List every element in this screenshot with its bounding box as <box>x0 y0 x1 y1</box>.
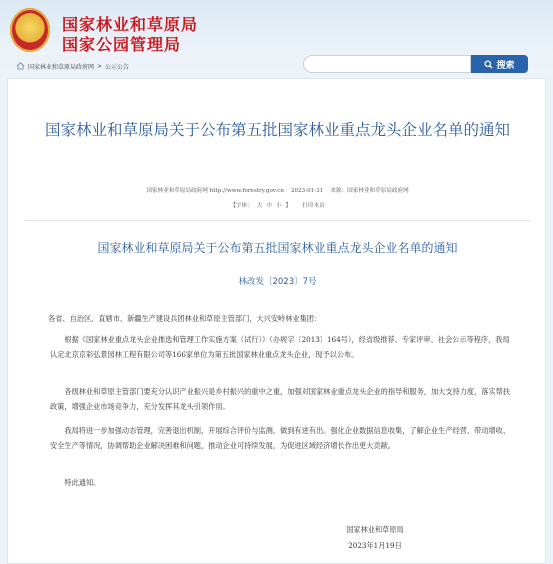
breadcrumb-current-link[interactable]: 公示公告 <box>105 63 130 71</box>
article-meta <box>8 186 547 194</box>
article-subtitle: 国家林业和草原局关于公布第五批国家林业重点龙头企业名单的通知 <box>97 241 458 255</box>
search-icon <box>484 60 493 69</box>
paragraph-4: 特此通知。 <box>64 478 101 487</box>
paragraph-3: 我局将进一步加强动态管理，完善退出机制，开展综合评价与监测，做到有进有出。强化企业数据信息收集，了解企业生产经营、带动增收、安全生产等情况，协调帮助企业解决困难和问题，推动企业可持续发展，为促进区域经济增长作出更大贡献。 <box>50 426 511 450</box>
font-size-close: 】 <box>285 203 292 209</box>
font-small-link[interactable]: 小 <box>275 203 282 209</box>
article-tools <box>8 201 547 209</box>
article-title: 国家林业和草原局关于公布第五批国家林业重点龙头企业名单的通知 <box>44 121 510 139</box>
meta-date: 2023-01-31 <box>290 188 324 194</box>
site-header <box>0 0 553 74</box>
breadcrumb-home-link[interactable]: 国家林业和草原局政府网 <box>28 63 95 71</box>
search-button-label: 搜索 <box>496 60 515 71</box>
home-icon[interactable] <box>16 62 25 70</box>
divider <box>24 220 531 221</box>
addressee: 各省、自治区、直辖市、新疆生产建设兵团林业和草原主管部门，大兴安岭林业集团： <box>48 314 322 323</box>
national-emblem-icon <box>10 8 50 52</box>
signer: 国家林业和草原局 <box>346 525 404 534</box>
font-medium-link[interactable]: 中 <box>266 203 272 209</box>
org-title-parks[interactable]: 国家公园管理局 <box>62 35 182 54</box>
org-title-forestry[interactable]: 国家林业和草原局 <box>62 15 199 34</box>
print-link[interactable]: 打印本页 <box>302 203 325 209</box>
font-size-label: 【字体： <box>230 203 253 209</box>
search-button[interactable] <box>471 55 528 73</box>
article-card <box>7 78 546 564</box>
sign-date: 2023年1月19日 <box>348 541 402 550</box>
breadcrumb-separator: > <box>97 62 103 70</box>
paragraph-2: 各级林业和草原主管部门要充分认识产业振兴是乡村振兴的重中之重，加强对国家林业重点龙头企业的指导和服务，加大支持力度，落实帮扶政策，增强企业市场竞争力，充分发挥其龙头引领作用。 <box>50 387 511 411</box>
paragraph-1: 根据《国家林业重点龙头企业推选和管理工作实施方案（试行）》（办规字〔2013〕164号），经省级推荐、专家评审、社会公示等程序，我局认定北京京彩弘景园林工程有限公司等166家单位为第五批国家林业重点龙头企业，现予以公布。 <box>50 335 510 359</box>
document-number: 林改发〔2023〕7号 <box>238 277 317 287</box>
search-input[interactable] <box>303 55 471 73</box>
meta-origin: 来源：国家林业和草原局政府网 <box>330 188 409 194</box>
font-large-link[interactable]: 大 <box>256 203 263 209</box>
breadcrumb <box>16 60 129 72</box>
meta-source: 国家林业和草原局政府网 http://www.forestry.gov.cn <box>146 188 284 194</box>
